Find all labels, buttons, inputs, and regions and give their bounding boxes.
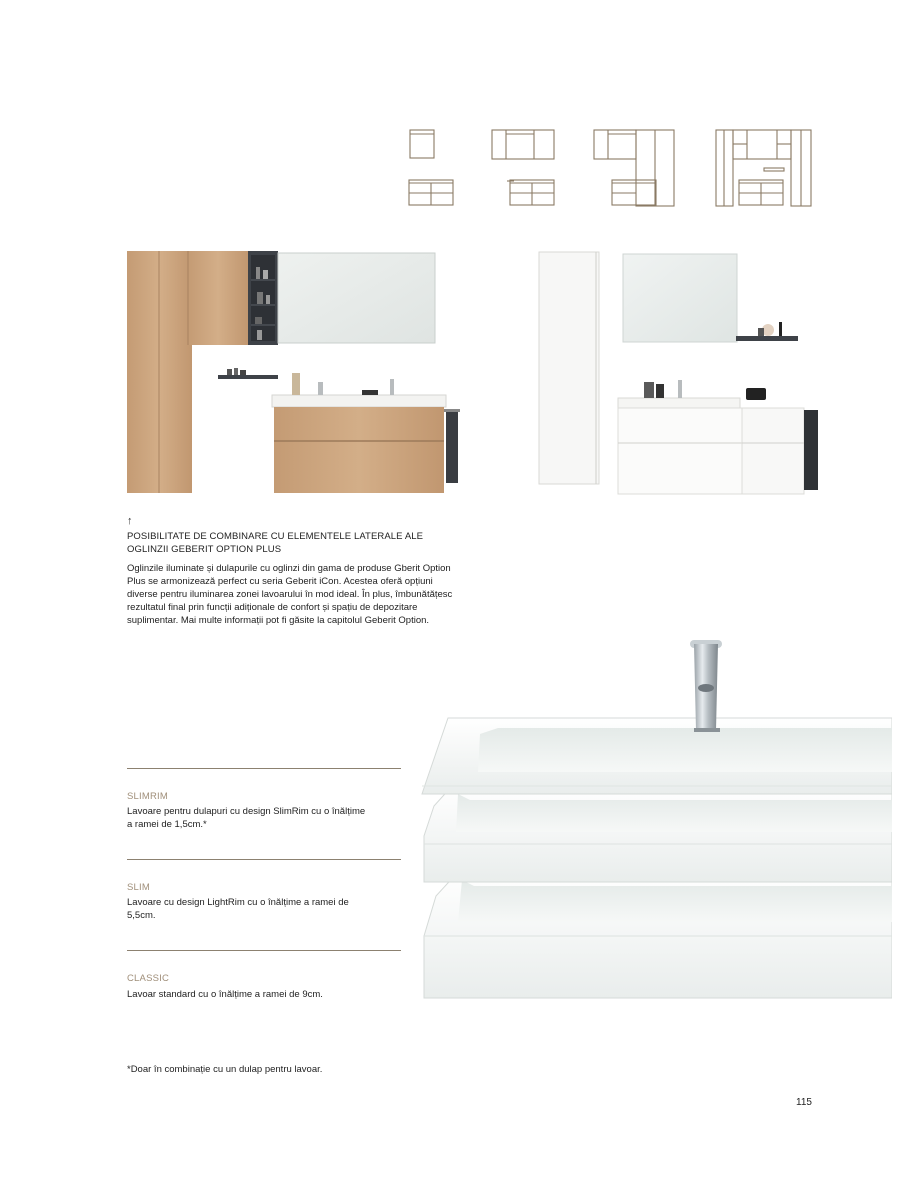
divider-3 bbox=[127, 950, 401, 951]
page-number: 115 bbox=[796, 1097, 812, 1108]
config-diagram-1 bbox=[408, 128, 456, 208]
config-diagram-3 bbox=[592, 128, 678, 208]
slimrim-label: SLIMRIM bbox=[127, 791, 168, 802]
config-diagram-4 bbox=[714, 128, 814, 208]
divider-2 bbox=[127, 859, 401, 860]
classic-description: Lavoar standard cu o înălțime a ramei de 9cm. bbox=[127, 989, 323, 1000]
basin-stack-photo bbox=[418, 636, 892, 1007]
slim-description: Lavoare cu design LightRim cu o înălțime a ramei de 5,5cm. bbox=[127, 897, 349, 921]
divider-1 bbox=[127, 768, 401, 769]
white-bathroom-photo bbox=[536, 250, 828, 505]
caption-body: Oglinzile iluminate și dulapurile cu oglinzi din gama de produse Gberit Option Plus se armonizează perfect cu seria Geberit iCon. Acestea oferă opțiuni diverse pentru iluminarea zonei lavoarului în mod ideal. În plus, îmbunătățesc rezultatul final prin funcții adiționale de confort și spațiu de depozitare suplimentar. Mai multe informații pot fi găsite la capitolul Geberit Option. bbox=[127, 563, 453, 626]
caption-title: POSIBILITATE DE COMBINARE CU ELEMENTELE LATERALE ALE OGLINZII GEBERIT OPTION PLUS bbox=[127, 531, 424, 555]
slimrim-description: Lavoare pentru dulapuri cu design SlimRim cu o înălțime a ramei de 1,5cm.* bbox=[127, 806, 366, 830]
slim-label: SLIM bbox=[127, 882, 150, 893]
config-diagram-2 bbox=[490, 128, 556, 208]
classic-label: CLASSIC bbox=[127, 973, 170, 984]
up-arrow-icon: ↑ bbox=[127, 515, 133, 527]
oak-bathroom-photo bbox=[122, 245, 467, 505]
footnote: *Doar în combinație cu un dulap pentru lavoar. bbox=[127, 1064, 323, 1075]
